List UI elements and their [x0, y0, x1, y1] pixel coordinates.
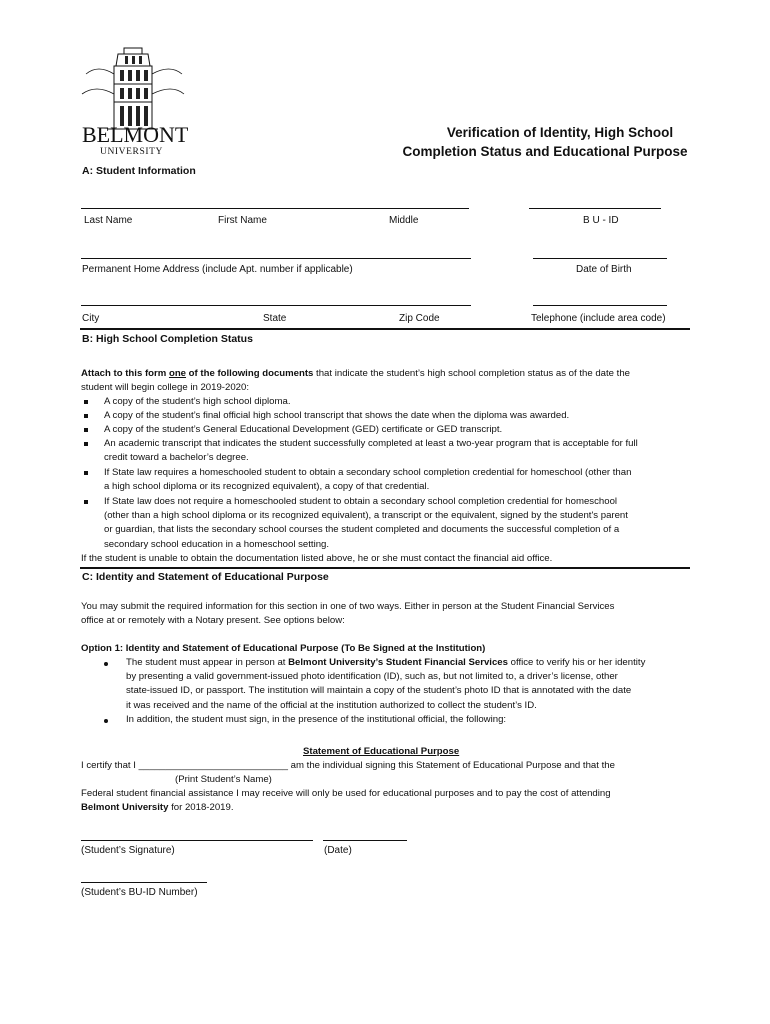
phone-line[interactable]: [533, 305, 667, 306]
fed-line-1: Federal student financial assistance I may receive will only be used for educational purposes and to pay the cost of attending: [81, 788, 611, 799]
doc-item-4: [104, 437, 638, 465]
last-name-label: Last Name: [84, 215, 133, 226]
bullet-square: [84, 400, 88, 404]
buid-line[interactable]: [529, 208, 661, 209]
intro-line-2: student will begin college in 2019-2020:: [81, 382, 250, 394]
bullet-dot: [104, 719, 108, 723]
certify-line: [81, 759, 615, 773]
address-line[interactable]: [81, 258, 471, 259]
section-c-heading: C: Identity and Statement of Educational Purpose: [82, 571, 329, 583]
doc-item-4-line-2: credit toward a bachelor’s degree.: [104, 452, 249, 464]
section-divider-b: [80, 567, 690, 569]
certify-pre: I certify that I: [81, 760, 139, 771]
option-1-heading: Option 1: Identity and Statement of Educational Purpose (To Be Signed at the Institution): [81, 643, 486, 654]
section-divider-a: [80, 328, 690, 330]
intro-bold-1: Attach to this form: [81, 368, 169, 379]
dob-label: Date of Birth: [576, 264, 632, 275]
zip-label: Zip Code: [399, 313, 440, 324]
print-name-label: (Print Student’s Name): [175, 774, 272, 785]
logo-subname: UNIVERSITY: [100, 147, 163, 157]
address-label: Permanent Home Address (include Apt. number if applicable): [82, 264, 353, 275]
buid-number-line[interactable]: [81, 882, 207, 883]
option-1-bullet-1: [126, 656, 645, 713]
middle-label: Middle: [389, 215, 419, 226]
intro-bold-2: of the following documents: [186, 368, 314, 379]
bullet-square: [84, 442, 88, 446]
first-name-label: First Name: [218, 215, 267, 226]
section-b-closing: If the student is unable to obtain the documentation listed above, he or she must contact the financial aid office.: [81, 553, 553, 564]
b1-bold: Belmont University’s Student Financial Services: [288, 657, 508, 668]
city-label: City: [82, 313, 100, 324]
tower-icon: [78, 44, 188, 134]
doc-item-6-line-3: or guardian, that lists the secondary school courses the student completed and documents the successful completion of a: [104, 524, 620, 536]
date-line[interactable]: [323, 840, 407, 841]
section-c-intro: [81, 600, 614, 628]
doc-item-5-line-1: If State law requires a homeschooled student to obtain a secondary school completion credential for homeschool (other than: [104, 467, 632, 478]
doc-item-6-line-2: (other than a high school diploma or its recognized equivalent), a transcript or the equivalent, signed by the student's parent: [104, 510, 628, 522]
city-state-zip-line[interactable]: [81, 305, 471, 306]
fed-bold: Belmont University: [81, 802, 169, 814]
page-title: [380, 123, 740, 161]
b1-line-4: it was received and the name of the official at the institution authorized to collect the student’s ID.: [126, 699, 537, 711]
doc-item-2: A copy of the student’s final official high school transcript that shows the date when the diploma was awarded.: [104, 410, 570, 421]
doc-item-5: [104, 466, 631, 494]
intro-one: one: [168, 368, 187, 379]
doc-item-4-line-1: An academic transcript that indicates the student successfully completed at least a two-year program that is acceptable for full: [104, 438, 638, 449]
date-label: (Date): [324, 845, 352, 856]
dob-line[interactable]: [533, 258, 667, 259]
signature-label: (Student’s Signature): [81, 845, 175, 856]
belmont-logo: [78, 44, 188, 160]
doc-item-1: A copy of the student’s high school diploma.: [104, 396, 291, 407]
section-b-heading: B: High School Completion Status: [82, 333, 253, 345]
section-a-heading: A: Student Information: [82, 165, 196, 177]
section-c-intro-line-2: office at or remotely with a Notary present. See options below:: [81, 615, 345, 627]
title-line-2: Completion Status and Educational Purpose: [402, 144, 688, 159]
phone-label: Telephone (include area code): [531, 313, 666, 324]
b1-line-3: state-issued ID, or passport. The institution will maintain a copy of the student’s photo ID that is annotated with the date: [126, 685, 632, 697]
doc-item-6-line-1: If State law does not require a homeschooled student to obtain a secondary school completion credential for homeschool: [104, 496, 618, 507]
title-line-1: Verification of Identity, High School: [446, 125, 674, 140]
section-c-intro-line-1: You may submit the required information for this section in one of two ways. Either in person at the Student Financial Services: [81, 601, 615, 612]
doc-item-6-line-4: secondary school education in a homeschool setting.: [104, 538, 330, 550]
b1-post: office to verify his or her identity: [507, 657, 646, 668]
statement-title: Statement of Educational Purpose: [303, 746, 460, 757]
fed-rest: for 2018-2019.: [168, 802, 234, 814]
bullet-square: [84, 471, 88, 475]
b1-pre: The student must appear in person at: [126, 657, 289, 668]
section-b-intro: [81, 367, 701, 395]
print-name-field[interactable]: ____________________________: [138, 760, 288, 771]
state-label: State: [263, 313, 287, 324]
doc-item-5-line-2: a high school diploma or its recognized equivalent), a copy of that credential.: [104, 481, 430, 493]
b1-line-2: by presenting a valid government-issued photo identification (ID), such as, but not limited to, a driver’s license, other: [126, 671, 618, 683]
bullet-square: [84, 500, 88, 504]
doc-item-6: [104, 495, 628, 552]
logo-name: BELMONT: [82, 122, 189, 147]
bullet-square: [84, 428, 88, 432]
doc-item-3: A copy of the student’s General Educational Development (GED) certificate or GED transcript.: [104, 424, 503, 435]
last-first-middle-line[interactable]: [81, 208, 469, 209]
bullet-dot: [104, 662, 108, 666]
option-1-bullet-2: In addition, the student must sign, in the presence of the institutional official, the following:: [126, 714, 507, 725]
federal-statement: [81, 787, 611, 815]
buid-label: B U - ID: [583, 215, 619, 226]
intro-rest: that indicate the student’s high school completion status as of the date the: [313, 368, 631, 379]
bullet-square: [84, 414, 88, 418]
buid-number-label: (Student’s BU-ID Number): [81, 887, 198, 898]
certify-post: am the individual signing this Statement of Educational Purpose and that the: [288, 760, 615, 771]
signature-line[interactable]: [81, 840, 313, 841]
